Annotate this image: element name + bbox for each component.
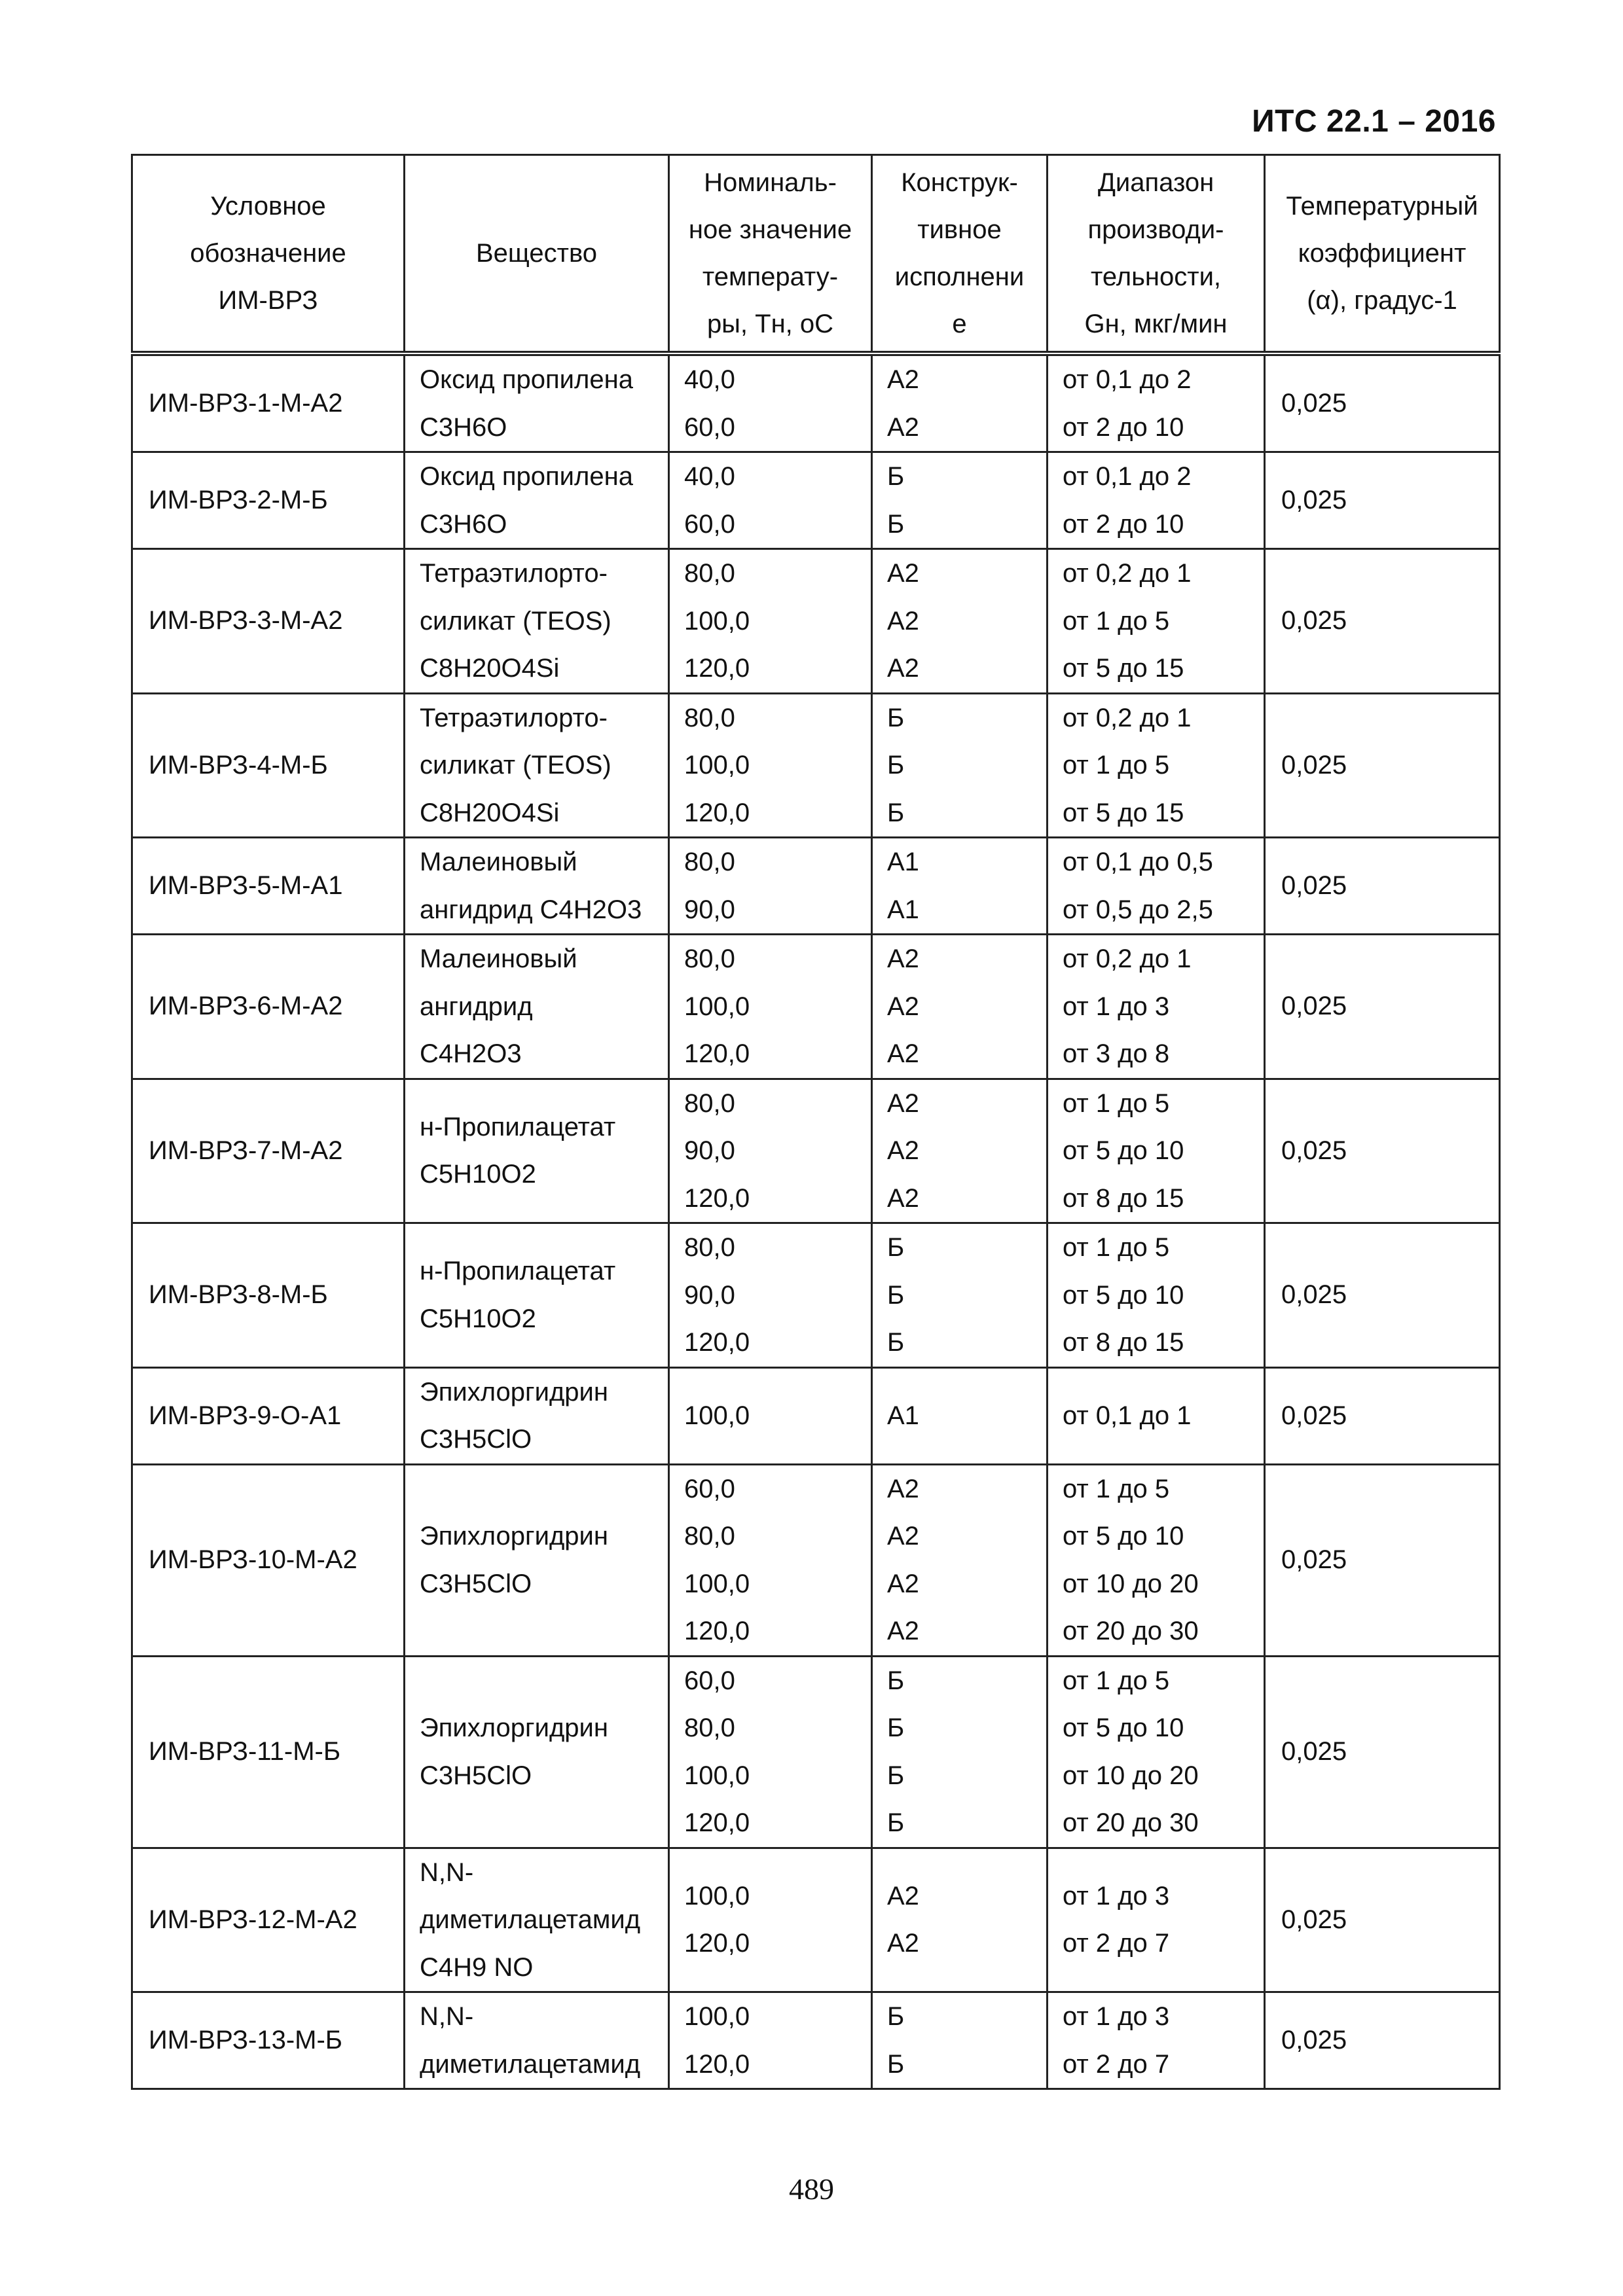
cell-code: ИМ-ВРЗ-13-М-Б [132,1992,405,2089]
capacity-range: от 5 до 10 [1063,1522,1184,1551]
cell-coefficient: 0,025 [1265,1367,1500,1464]
temperature-value: 100,0 [684,1569,750,1598]
temperature-value: 120,0 [684,1617,750,1645]
substance-line: C3H5ClO [420,1761,532,1790]
temperature-value: 80,0 [684,1088,735,1118]
temperature-value: 80,0 [684,1522,735,1551]
temperature-value: 80,0 [684,559,735,588]
substance-line: Эпихлоргидрин [420,1377,608,1407]
table-row [132,1223,1500,1368]
temperature-value: 120,0 [684,654,750,683]
temperature-value: 40,0 [684,365,735,394]
column-header-line: ное значение [688,215,852,244]
capacity-range: от 8 до 15 [1063,1183,1184,1213]
design-value: Б [887,1280,905,1310]
capacity-range: от 0,1 до 2 [1063,462,1192,491]
cell-design [872,353,1048,452]
column-header-line: Вещество [476,239,597,268]
column-header-line: коэффициент [1298,239,1467,268]
column-header-line: Диапазон [1097,168,1214,197]
cell-design [872,1079,1048,1223]
cell-design [872,452,1048,549]
design-value: Б [887,1328,905,1357]
cell-code: ИМ-ВРЗ-2-М-Б [132,452,405,549]
column-header-line: исполнени [894,262,1025,291]
cell-coefficient: 0,025 [1265,1848,1500,1992]
cell-code: ИМ-ВРЗ-1-М-А2 [132,353,405,452]
temperature-value: 90,0 [684,895,735,924]
temperature-value: 80,0 [684,848,735,876]
temperature-value: 80,0 [684,1233,735,1262]
design-value: Б [887,462,905,491]
temperature-value: 100,0 [684,1881,750,1910]
capacity-range: от 0,1 до 0,5 [1063,848,1213,876]
temperature-value: 100,0 [684,1401,750,1430]
capacity-range: от 0,1 до 2 [1063,365,1192,394]
design-value: Б [887,1666,905,1695]
design-value: Б [887,1713,905,1742]
capacity-range: от 20 до 30 [1063,1808,1199,1837]
cell-design [872,1367,1048,1464]
cell-coefficient: 0,025 [1265,693,1500,838]
cell-temperature [669,1223,872,1368]
cell-capacity [1048,838,1265,935]
cell-capacity [1048,353,1265,452]
page-number: 489 [789,2172,834,2206]
substance-line: н-Пропилацетат [420,1112,616,1141]
table-row [132,452,1500,549]
substance-line: силикат (TEOS) [420,606,611,636]
capacity-range: от 5 до 10 [1063,1136,1184,1165]
substance-line: Оксид пропилена [420,462,633,491]
capacity-range: от 0,2 до 1 [1063,559,1192,588]
temperature-value: 60,0 [684,412,735,442]
temperature-value: 120,0 [684,1328,750,1357]
cell-code: ИМ-ВРЗ-6-М-А2 [132,935,405,1079]
substance-line: диметилацетамид [420,1905,641,1934]
substance-line: силикат (TEOS) [420,751,611,780]
design-value: Б [887,1761,905,1790]
cell-code: ИМ-ВРЗ-3-М-А2 [132,549,405,694]
capacity-range: от 0,2 до 1 [1063,944,1192,973]
cell-design [872,1464,1048,1656]
design-value: А2 [887,654,919,683]
cell-design [872,935,1048,1079]
substance-line: Тетраэтилорто- [420,703,608,732]
cell-code: ИМ-ВРЗ-11-М-Б [132,1656,405,1848]
substance-line: Оксид пропилена [420,365,633,394]
column-header-line: Условное [210,192,326,221]
cell-substance [405,1367,669,1464]
column-header-substance [405,155,669,354]
cell-design [872,1848,1048,1992]
design-value: А2 [887,944,919,973]
substance-line: ангидрид [420,992,533,1021]
column-header-coefficient [1265,155,1500,354]
design-value: Б [887,703,905,732]
design-value: А2 [887,1522,919,1551]
design-value: Б [887,509,905,539]
emitter-spec-table [131,154,1501,2090]
design-value: А2 [887,559,919,588]
cell-temperature [669,353,872,452]
temperature-value: 80,0 [684,703,735,732]
table-row [132,693,1500,838]
capacity-range: от 0,2 до 1 [1063,703,1192,732]
design-value: А2 [887,1617,919,1645]
cell-substance [405,1079,669,1223]
cell-substance [405,693,669,838]
design-value: А2 [887,1088,919,1118]
column-header-line: е [952,310,967,338]
design-value: А2 [887,1569,919,1598]
substance-line: C4H2O3 [420,1039,522,1068]
temperature-value: 60,0 [684,509,735,539]
design-value: А1 [887,1401,919,1430]
capacity-range: от 1 до 5 [1063,1474,1170,1503]
substance-line: Эпихлоргидрин [420,1713,608,1742]
cell-design [872,1656,1048,1848]
cell-substance [405,353,669,452]
cell-capacity [1048,1992,1265,2089]
cell-coefficient: 0,025 [1265,935,1500,1079]
design-value: Б [887,798,905,827]
temperature-value: 80,0 [684,944,735,973]
column-header-line: Номиналь- [704,168,837,197]
capacity-range: от 1 до 5 [1063,751,1170,780]
cell-capacity [1048,1079,1265,1223]
substance-line: C3H5ClO [420,1425,532,1454]
column-header-design [872,155,1048,354]
cell-substance [405,1848,669,1992]
temperature-value: 120,0 [684,798,750,827]
substance-line: Тетраэтилорто- [420,559,608,588]
cell-temperature [669,1656,872,1848]
table-row [132,1464,1500,1656]
cell-design [872,1223,1048,1368]
column-header-code [132,155,405,354]
cell-coefficient: 0,025 [1265,1992,1500,2089]
cell-code: ИМ-ВРЗ-4-М-Б [132,693,405,838]
capacity-range: от 5 до 10 [1063,1280,1184,1310]
cell-capacity [1048,1848,1265,1992]
cell-temperature [669,1079,872,1223]
substance-line: C3H6O [420,509,507,539]
column-header-line: производи- [1087,215,1224,244]
capacity-range: от 5 до 15 [1063,654,1184,683]
temperature-value: 60,0 [684,1666,735,1695]
temperature-value: 100,0 [684,606,750,636]
cell-coefficient: 0,025 [1265,1223,1500,1368]
capacity-range: от 5 до 10 [1063,1713,1184,1742]
cell-substance [405,838,669,935]
substance-line: N,N- [420,2002,474,2031]
design-value: А2 [887,606,919,636]
temperature-value: 120,0 [684,2049,750,2079]
temperature-value: 90,0 [684,1280,735,1310]
table-row [132,1656,1500,1848]
cell-code: ИМ-ВРЗ-8-М-Б [132,1223,405,1368]
cell-substance [405,1992,669,2089]
design-value: А2 [887,412,919,442]
table-row [132,935,1500,1079]
capacity-range: от 1 до 5 [1063,1233,1170,1262]
cell-coefficient: 0,025 [1265,1656,1500,1848]
substance-line: диметилацетамид [420,2049,641,2079]
capacity-range: от 1 до 5 [1063,606,1170,636]
capacity-range: от 1 до 3 [1063,2002,1170,2031]
temperature-value: 120,0 [684,1039,750,1068]
design-value: А2 [887,1136,919,1165]
column-header-temperature [669,155,872,354]
cell-capacity [1048,693,1265,838]
capacity-range: от 8 до 15 [1063,1328,1184,1357]
temperature-value: 60,0 [684,1474,735,1503]
cell-capacity [1048,549,1265,694]
capacity-range: от 1 до 3 [1063,992,1170,1021]
design-value: А2 [887,1183,919,1213]
substance-line: Эпихлоргидрин [420,1522,608,1551]
cell-temperature [669,935,872,1079]
table-row [132,1848,1500,1992]
column-header-line: Конструк- [901,168,1018,197]
temperature-value: 100,0 [684,751,750,780]
design-value: А2 [887,1881,919,1910]
cell-substance [405,1656,669,1848]
design-value: А2 [887,1474,919,1503]
column-header-capacity [1048,155,1265,354]
cell-substance [405,935,669,1079]
cell-design [872,1992,1048,2089]
column-header-line: Температурный [1286,192,1478,221]
table-header-row [132,155,1500,354]
column-header-line: тельности, [1090,262,1222,291]
cell-code: ИМ-ВРЗ-10-М-А2 [132,1464,405,1656]
capacity-range: от 3 до 8 [1063,1039,1170,1068]
table-row [132,838,1500,935]
substance-line: N,N- [420,1857,474,1887]
table-row [132,549,1500,694]
cell-temperature [669,693,872,838]
cell-coefficient: 0,025 [1265,1464,1500,1656]
substance-line: Малеиновый [420,944,577,973]
design-value: А2 [887,365,919,394]
temperature-value: 80,0 [684,1713,735,1742]
capacity-range: от 0,1 до 1 [1063,1401,1192,1430]
substance-line: C3H5ClO [420,1569,532,1598]
cell-coefficient: 0,025 [1265,1079,1500,1223]
capacity-range: от 2 до 10 [1063,509,1184,539]
capacity-range: от 10 до 20 [1063,1761,1199,1790]
capacity-range: от 10 до 20 [1063,1569,1199,1598]
design-value: А2 [887,992,919,1021]
column-header-line: (α), градус-1 [1307,286,1457,315]
cell-capacity [1048,935,1265,1079]
substance-line: ангидрид C4H2O3 [420,895,642,924]
cell-code: ИМ-ВРЗ-12-М-А2 [132,1848,405,1992]
temperature-value: 120,0 [684,1808,750,1837]
cell-capacity [1048,1464,1265,1656]
design-value: А2 [887,1039,919,1068]
table-row [132,1992,1500,2089]
design-value: Б [887,1233,905,1262]
design-value: А1 [887,895,919,924]
temperature-value: 120,0 [684,1183,750,1213]
cell-code: ИМ-ВРЗ-9-О-А1 [132,1367,405,1464]
cell-code: ИМ-ВРЗ-7-М-А2 [132,1079,405,1223]
cell-coefficient: 0,025 [1265,549,1500,694]
cell-temperature [669,452,872,549]
substance-line: C3H6O [420,412,507,442]
cell-temperature [669,1367,872,1464]
table-row [132,1367,1500,1464]
cell-substance [405,1464,669,1656]
temperature-value: 100,0 [684,992,750,1021]
cell-temperature [669,1464,872,1656]
capacity-range: от 2 до 7 [1063,1929,1170,1958]
cell-code: ИМ-ВРЗ-5-М-А1 [132,838,405,935]
column-header-line: ИМ-ВРЗ [218,286,318,315]
temperature-value: 90,0 [684,1136,735,1165]
substance-line: C4H9 NO [420,1952,534,1982]
capacity-range: от 2 до 10 [1063,412,1184,442]
column-header-line: тивное [917,215,1002,244]
cell-design [872,838,1048,935]
temperature-value: 120,0 [684,1929,750,1958]
capacity-range: от 1 до 3 [1063,1881,1170,1910]
cell-temperature [669,549,872,694]
substance-line: C8H20O4Si [420,798,560,827]
cell-substance [405,549,669,694]
substance-line: C5H10O2 [420,1160,536,1189]
column-header-line: Gн, мкг/мин [1084,310,1228,338]
cell-substance [405,1223,669,1368]
substance-line: C5H10O2 [420,1304,536,1333]
design-value: Б [887,1808,905,1837]
substance-line: C8H20O4Si [420,654,560,683]
capacity-range: от 20 до 30 [1063,1617,1199,1645]
design-value: А1 [887,848,919,876]
substance-line: н-Пропилацетат [420,1257,616,1286]
column-header-line: обозначение [190,239,346,268]
design-value: Б [887,2002,905,2031]
cell-capacity [1048,1223,1265,1368]
table-body [132,353,1500,2089]
cell-capacity [1048,1656,1265,1848]
capacity-range: от 1 до 5 [1063,1088,1170,1118]
cell-coefficient: 0,025 [1265,838,1500,935]
temperature-value: 100,0 [684,1761,750,1790]
capacity-range: от 5 до 15 [1063,798,1184,827]
temperature-value: 100,0 [684,2002,750,2031]
capacity-range: от 1 до 5 [1063,1666,1170,1695]
cell-substance [405,452,669,549]
cell-temperature [669,1992,872,2089]
table-row [132,1079,1500,1223]
cell-capacity [1048,452,1265,549]
substance-line: Малеиновый [420,848,577,876]
cell-coefficient: 0,025 [1265,452,1500,549]
column-header-line: ры, Tн, oC [706,310,834,338]
capacity-range: от 2 до 7 [1063,2049,1170,2079]
cell-design [872,693,1048,838]
capacity-range: от 0,5 до 2,5 [1063,895,1213,924]
cell-coefficient: 0,025 [1265,353,1500,452]
design-value: А2 [887,1929,919,1958]
cell-design [872,549,1048,694]
temperature-value: 40,0 [684,462,735,491]
cell-temperature [669,838,872,935]
design-value: Б [887,2049,905,2079]
table-row [132,353,1500,452]
design-value: Б [887,751,905,780]
column-header-line: температу- [702,262,839,291]
document-header: ИТС 22.1 – 2016 [1252,104,1496,139]
cell-capacity [1048,1367,1265,1464]
cell-temperature [669,1848,872,1992]
